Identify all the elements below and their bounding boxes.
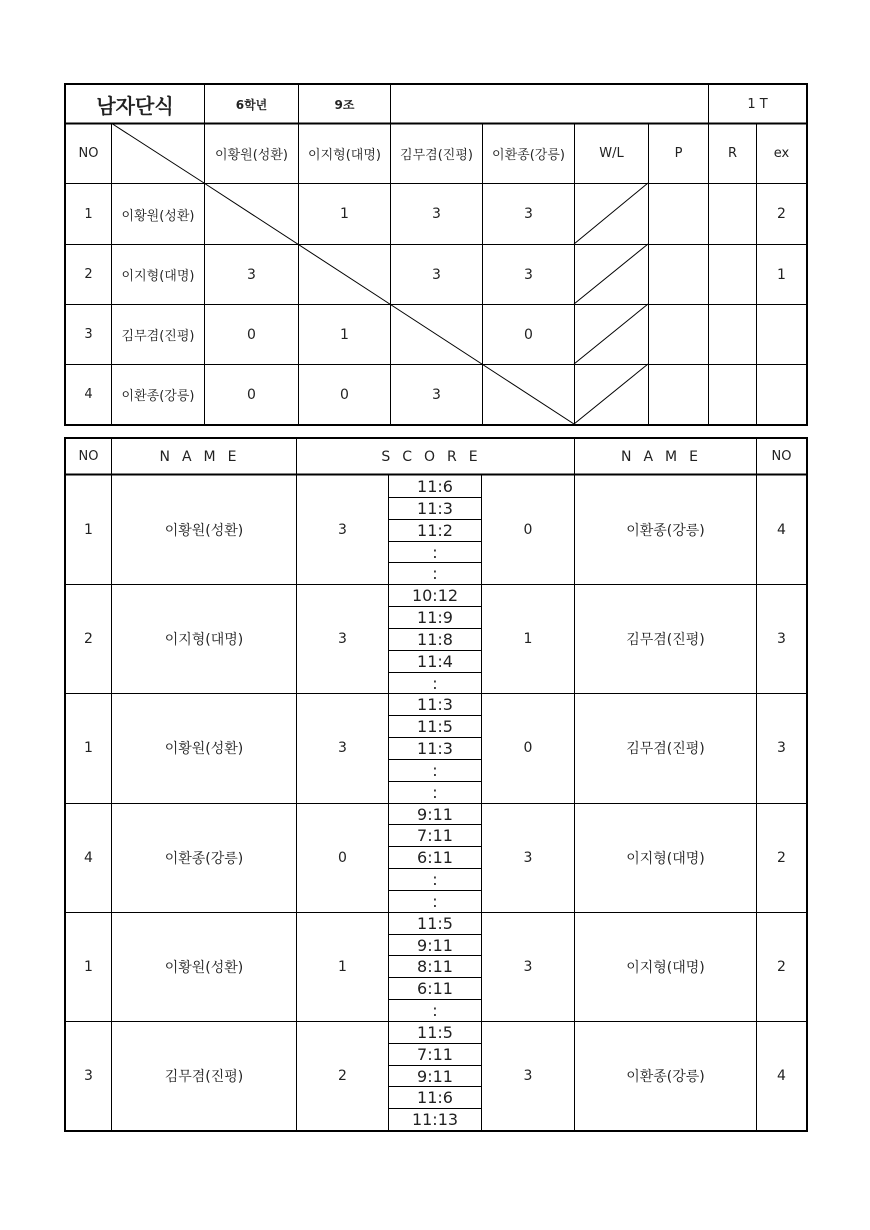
set-score: : [432, 869, 438, 889]
set-score: 11:3 [417, 694, 453, 714]
league-ex-cell: 1 [777, 266, 786, 283]
col-header-no: NO [78, 146, 99, 161]
match-header-score: SCORE [381, 448, 490, 465]
league-score-cell: 0 [247, 386, 256, 403]
match-score-left: 1 [338, 959, 347, 975]
league-p-cell [649, 184, 708, 244]
league-score-cell [205, 184, 298, 244]
header-blank-cell [391, 85, 708, 123]
match-header-no-right: NO [771, 449, 792, 464]
league-score-cell [391, 305, 482, 364]
league-score-cell [299, 245, 390, 304]
set-score: : [432, 1000, 438, 1020]
match-score-left: 3 [338, 522, 347, 538]
col-header-r: R [727, 146, 738, 161]
match-name-right: 이환종(강릉) [626, 523, 705, 539]
col-header-wl: W/L [599, 146, 624, 161]
col-header-player-1: 이황원(성환) [215, 148, 288, 163]
league-score-cell: 3 [524, 266, 533, 283]
col-header-player-2: 이지형(대명) [308, 148, 381, 163]
match-name-left: 이지형(대명) [164, 632, 244, 648]
set-score: : [432, 673, 438, 693]
set-score: 7:11 [417, 1044, 453, 1064]
set-score: 11:2 [417, 520, 453, 540]
match-no-left: 3 [84, 1068, 93, 1084]
match-score-right: 0 [523, 740, 533, 756]
match-name-left: 이환종(강릉) [164, 851, 244, 867]
set-score: 9:11 [417, 804, 453, 824]
league-score-cell: 3 [432, 206, 441, 222]
match-table [64, 437, 808, 1132]
match-no-left: 4 [84, 850, 93, 866]
league-row-no: 1 [84, 206, 93, 222]
league-r-cell [709, 305, 756, 364]
match-header-no-left: NO [78, 449, 99, 464]
set-score: 11:8 [417, 629, 453, 649]
col-header-ex: ex [773, 146, 790, 161]
set-score: 6:11 [417, 847, 453, 867]
group-label: 9조 [334, 97, 355, 112]
match-name-left: 이황원(성환) [164, 960, 244, 976]
match-score-right: 3 [523, 850, 533, 866]
set-score: 11:4 [417, 651, 453, 671]
set-score: 11:5 [417, 1022, 453, 1042]
set-score: 11:3 [417, 498, 453, 518]
grade-label: 6학년 [235, 97, 268, 112]
set-score: : [432, 542, 438, 562]
event-title: 남자단식 [96, 93, 174, 118]
set-score: 11:6 [417, 476, 453, 496]
match-no-right: 4 [777, 522, 786, 538]
league-score-cell [483, 365, 574, 424]
match-name-right: 이지형(대명) [626, 960, 705, 976]
league-row-no: 2 [84, 267, 93, 282]
match-no-left: 1 [84, 740, 93, 756]
league-table [64, 83, 808, 426]
league-row-name: 이지형(대명) [121, 269, 195, 284]
league-row-name: 이환종(강릉) [121, 389, 195, 404]
match-score-right: 0 [523, 522, 533, 538]
set-score: 9:11 [417, 935, 453, 955]
col-header-player-3: 김무겸(진평) [400, 148, 473, 163]
set-score: 6:11 [417, 978, 453, 998]
set-score: 11:9 [417, 607, 453, 627]
set-score: 7:11 [417, 825, 453, 845]
set-score: 8:11 [417, 956, 453, 976]
league-score-cell: 3 [524, 206, 533, 222]
set-score: 11:5 [417, 913, 453, 933]
league-score-cell: 1 [340, 206, 349, 222]
league-wl-cell [575, 305, 648, 364]
match-name-left: 김무겸(진평) [164, 1069, 244, 1085]
league-p-cell [649, 245, 708, 304]
league-row-no: 4 [84, 387, 93, 402]
match-name-left: 이황원(성환) [164, 741, 244, 757]
set-score: 10:12 [411, 585, 459, 605]
set-score: 11:6 [417, 1087, 453, 1107]
match-no-left: 1 [84, 959, 93, 975]
match-no-left: 1 [84, 522, 93, 538]
set-score: 11:3 [417, 738, 453, 758]
league-ex-cell [757, 365, 806, 424]
match-score-left: 0 [338, 850, 347, 866]
league-score-cell: 3 [432, 386, 441, 403]
table-number: 1 T [747, 96, 768, 112]
league-score-cell: 0 [524, 326, 533, 343]
league-score-cell: 3 [432, 266, 441, 283]
league-row-name: 이황원(성환) [121, 208, 195, 224]
set-score: : [432, 891, 438, 911]
set-score: 9:11 [417, 1066, 453, 1086]
match-name-left: 이황원(성환) [164, 523, 244, 539]
match-score-left: 2 [338, 1068, 347, 1084]
league-score-cell: 1 [340, 326, 349, 343]
col-header-player-4: 이환종(강릉) [492, 148, 565, 163]
match-no-right: 3 [777, 740, 786, 756]
league-wl-cell [575, 245, 648, 304]
match-no-right: 2 [777, 850, 786, 866]
match-name-right: 이지형(대명) [626, 851, 705, 867]
match-name-right: 김무겸(진평) [626, 632, 705, 648]
league-r-cell [709, 245, 756, 304]
league-p-cell [649, 305, 708, 364]
match-header-name-right: NAME [621, 448, 710, 465]
match-header-name-left: NAME [159, 448, 249, 465]
match-score-right: 3 [523, 1068, 533, 1084]
set-score: 11:5 [417, 716, 453, 736]
match-score-left: 3 [338, 740, 347, 756]
league-r-cell [709, 184, 756, 244]
league-p-cell [649, 365, 708, 424]
league-score-cell: 0 [340, 386, 349, 403]
match-no-right: 3 [777, 631, 786, 647]
match-no-right: 4 [777, 1068, 786, 1084]
match-name-right: 이환종(강릉) [626, 1069, 705, 1085]
set-score: 11:13 [411, 1109, 459, 1129]
set-score: : [432, 782, 438, 802]
match-name-right: 김무겸(진평) [626, 741, 705, 757]
league-ex-cell [757, 305, 806, 364]
set-score: : [432, 760, 438, 780]
col-header-p: P [674, 146, 683, 161]
match-no-right: 2 [777, 959, 786, 975]
league-score-cell: 3 [247, 266, 256, 283]
league-wl-cell [575, 184, 648, 244]
league-wl-cell [575, 365, 648, 424]
league-r-cell [709, 365, 756, 424]
match-score-right: 1 [523, 631, 533, 647]
match-no-left: 2 [84, 631, 93, 647]
match-score-left: 3 [338, 631, 347, 647]
league-row-no: 3 [84, 327, 93, 342]
match-score-right: 3 [523, 959, 533, 975]
league-row-name: 김무겸(진평) [121, 329, 195, 344]
set-score: : [432, 563, 438, 583]
league-score-cell: 0 [247, 326, 256, 343]
league-ex-cell: 2 [777, 206, 786, 222]
